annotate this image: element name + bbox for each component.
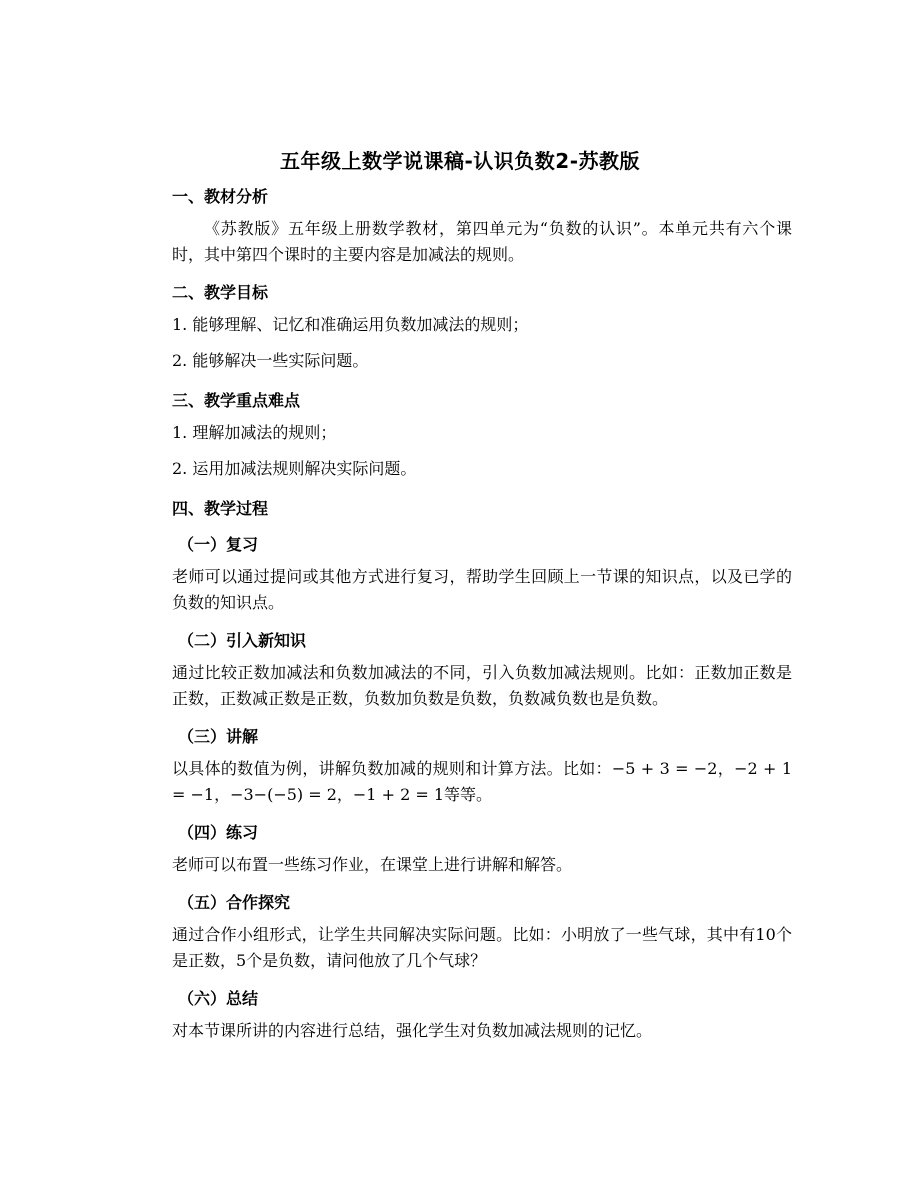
list-item-key-point-1: 1. 理解加减法的规则； — [172, 423, 337, 442]
paragraph-explanation-text: 以具体的数值为例，讲解负数加减的规则和计算方法。比如：−5 + 3 = −2，−2 + 1 = −1，−3−(−5) = 2，−1 + 2 = 1等等。 — [172, 759, 792, 804]
paragraph-new-knowledge — [140, 660, 792, 720]
paragraph-cooperation — [140, 922, 792, 982]
section-heading-teaching-process: 四、教学过程 — [172, 499, 269, 518]
section-heading-textbook-analysis: 一、教材分析 — [172, 187, 269, 206]
paragraph-new-knowledge-text: 通过比较正数加减法和负数加减法的不同，引入负数加减法规则。比如：正数加正数是正数，正数减正数是正数，负数加负数是负数，负数减负数也是负数。 — [172, 663, 792, 708]
subsection-heading-explanation: （三）讲解 — [178, 727, 259, 746]
subsection-heading-practice: （四）练习 — [178, 823, 259, 842]
subsection-heading-cooperation: （五）合作探究 — [178, 893, 291, 912]
document-body — [172, 180, 792, 1052]
paragraph-review — [140, 564, 792, 624]
section-heading-teaching-goals: 二、教学目标 — [172, 283, 269, 302]
paragraph-summary: 对本节课所讲的内容进行总结，强化学生对负数加减法规则的记忆。 — [172, 1021, 653, 1040]
subsection-heading-summary: （六）总结 — [178, 989, 259, 1008]
paragraph-textbook-analysis: 《苏教版》五年级上册数学教材，第四单元为“负数的认识”。本单元共有六个课时，其中第四个课时的主要内容是加减法的规则。 — [172, 219, 792, 264]
paragraph-review-text: 老师可以通过提问或其他方式进行复习，帮助学生回顾上一节课的知识点，以及已学的负数的知识点。 — [172, 567, 792, 612]
list-item-goal-1: 1. 能够理解、记忆和准确运用负数加减法的规则； — [172, 315, 529, 334]
paragraph-practice: 老师可以布置一些练习作业，在课堂上进行讲解和解答。 — [172, 855, 573, 874]
subsection-heading-review: （一）复习 — [178, 535, 259, 554]
paragraph-explanation — [140, 756, 792, 816]
section-heading-key-points: 三、教学重点难点 — [172, 391, 301, 410]
paragraph-cooperation-text: 通过合作小组形式，让学生共同解决实际问题。比如：小明放了一些气球，其中有10个是正数，5个是负数，请问他放了几个气球？ — [172, 925, 792, 970]
subsection-heading-new-knowledge: （二）引入新知识 — [178, 631, 307, 650]
list-item-goal-2: 2. 能够解决一些实际问题。 — [172, 351, 369, 370]
list-item-key-point-2: 2. 运用加减法规则解决实际问题。 — [172, 459, 417, 478]
document-title: 五年级上数学说课稿-认识负数2-苏教版 — [279, 149, 641, 173]
